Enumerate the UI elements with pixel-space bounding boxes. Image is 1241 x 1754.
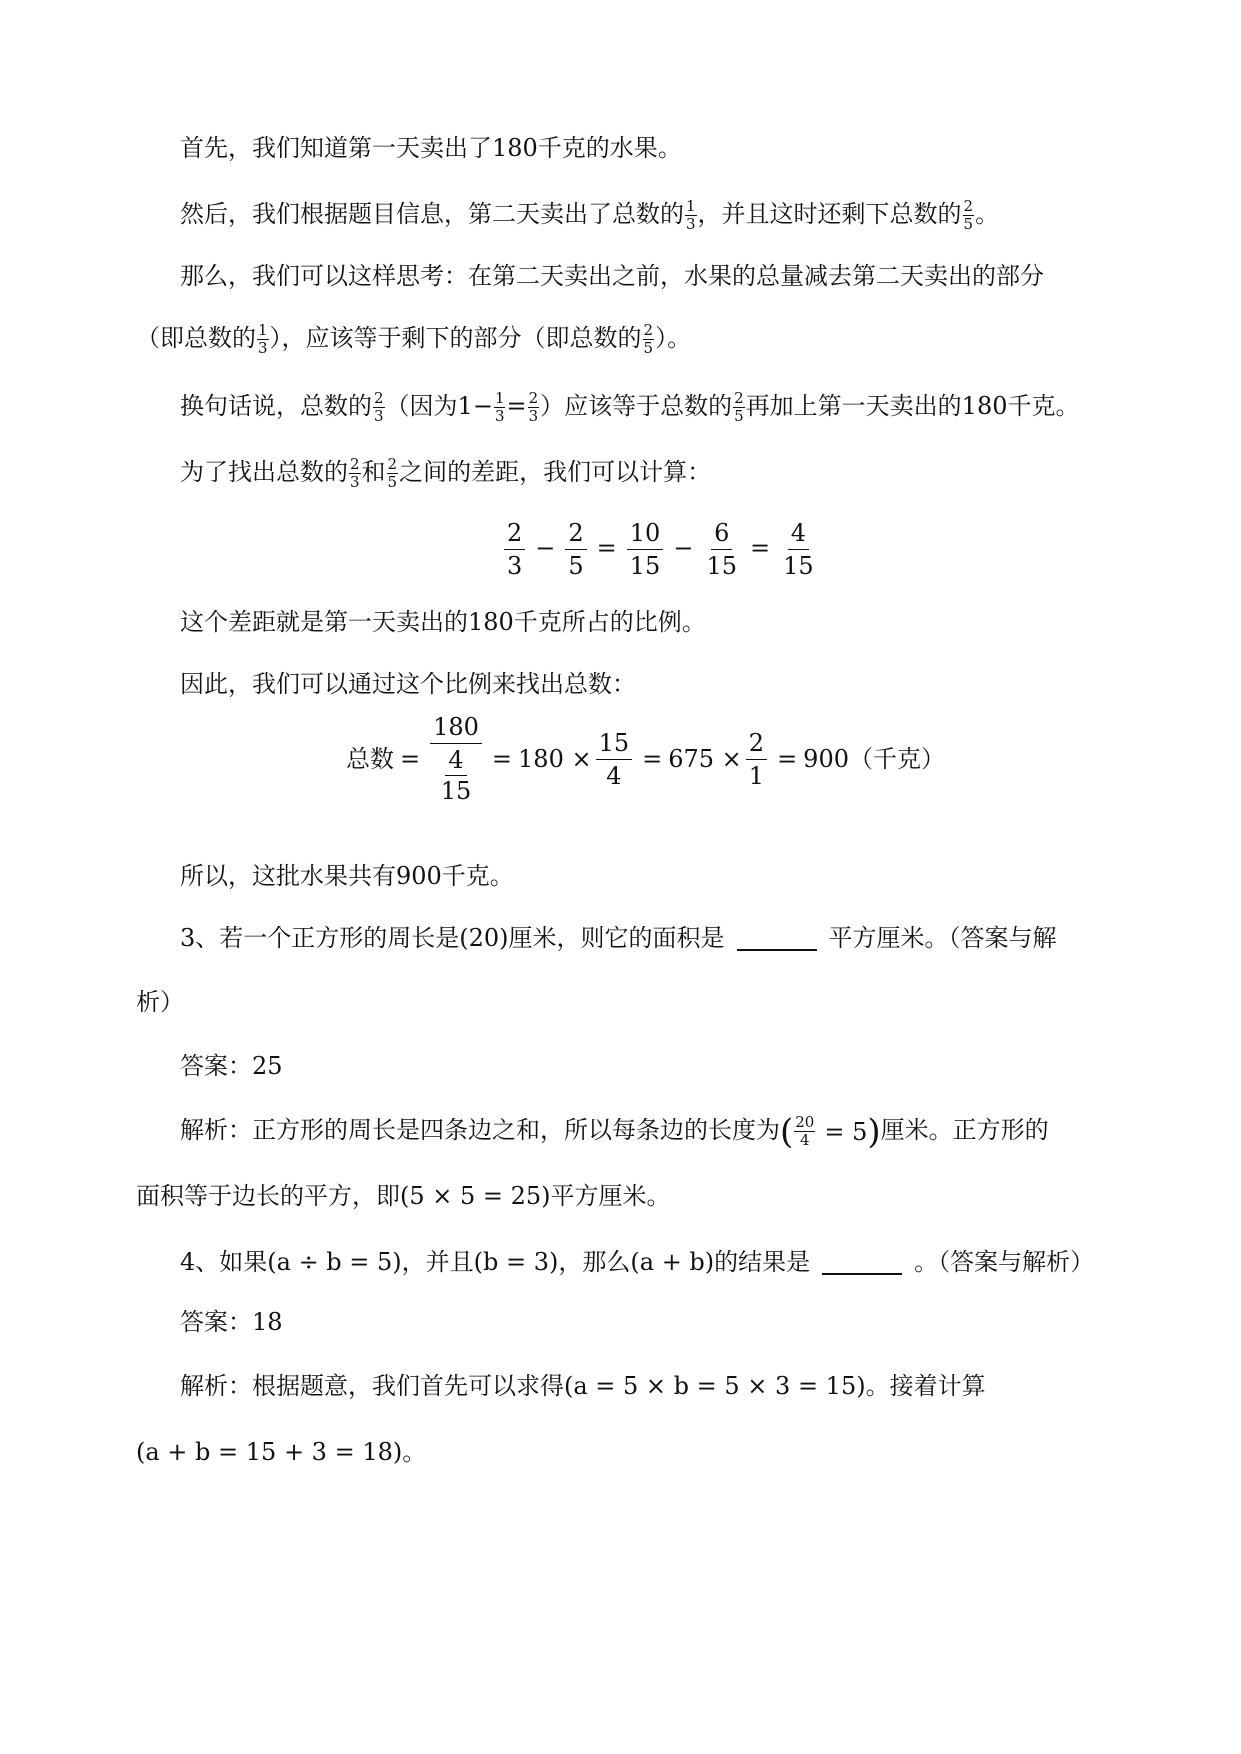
solution-text: 解析：根据题意，我们首先可以求得(a = 5 × b = 5 × 3 = 15)。接着计算	[180, 1372, 986, 1400]
question-text: 析）	[136, 988, 184, 1016]
denominator: 3	[528, 407, 539, 425]
inner-denominator: 15	[440, 777, 472, 805]
paragraph-think	[180, 260, 1044, 292]
numerator: 2	[528, 389, 539, 407]
fraction-one-third	[685, 199, 697, 232]
denominator: 15	[706, 552, 737, 580]
numerator: 2	[746, 728, 767, 760]
operator: =	[400, 745, 421, 773]
operator: =	[491, 745, 513, 773]
question-text: 4、如果(a ÷ b = 5)，并且(b = 3)，那么(a + b)的结果是	[180, 1248, 811, 1276]
left-paren: (	[780, 1111, 794, 1152]
numerator: 2	[565, 518, 586, 550]
text: 首先，我们知道第一天卖出了180千克的水果。	[180, 134, 682, 162]
operator: =	[596, 534, 617, 562]
answer-blank	[737, 929, 817, 951]
equation-difference	[500, 518, 821, 581]
paragraph-second-day	[180, 198, 999, 232]
question-3-cont	[136, 986, 184, 1018]
text: ）应该等于总数的	[540, 392, 733, 420]
numerator: 4	[788, 518, 809, 550]
fraction	[504, 518, 525, 581]
denominator: 3	[258, 339, 268, 357]
text: 然后，我们根据题目信息，第二天卖出了总数的	[180, 200, 684, 228]
fraction-two-fifths	[733, 391, 745, 424]
solution-3-cont	[136, 1180, 671, 1212]
denominator: 15	[783, 552, 814, 580]
solution-text: 厘米。正方形的	[880, 1116, 1049, 1144]
denominator: 5	[963, 215, 974, 233]
parenthesized-expression	[780, 1111, 881, 1152]
solution-text: 解析：正方形的周长是四条边之和，所以每条边的长度为	[180, 1116, 780, 1144]
numerator: 2	[374, 389, 384, 407]
denominator: 1	[748, 761, 765, 790]
solution-4	[180, 1370, 986, 1402]
denominator: 5	[387, 473, 398, 491]
text: =	[506, 392, 527, 420]
denominator: 3	[350, 473, 360, 491]
numerator: 1	[494, 389, 505, 407]
fraction-two-thirds	[349, 457, 361, 490]
answer-3	[180, 1050, 283, 1082]
numerator: 2	[734, 389, 744, 407]
numerator: 6	[711, 518, 732, 550]
fraction	[596, 728, 633, 791]
fraction	[703, 518, 740, 581]
fraction	[746, 728, 767, 791]
inner-numerator: 4	[445, 745, 466, 776]
denominator: 5	[568, 552, 584, 580]
solution-3	[180, 1111, 1049, 1152]
question-text: 。（答案与解析）	[914, 1248, 1095, 1276]
operator: −	[535, 534, 556, 562]
denominator: 3	[507, 552, 523, 580]
text: 因此，我们可以通过这个比例来找出总数：	[180, 670, 636, 698]
numerator: 1	[258, 321, 268, 339]
denominator: 3	[686, 215, 696, 233]
question-text: 3、若一个正方形的周长是(20)厘米，则它的面积是	[180, 924, 725, 952]
text: 为了找出总数的	[180, 458, 348, 486]
fraction-two-fifths	[387, 457, 399, 490]
denominator	[438, 744, 475, 806]
fraction	[565, 518, 586, 581]
question-3	[180, 922, 1057, 954]
fraction	[780, 518, 817, 581]
equation-label: 总数	[346, 745, 394, 773]
operator: =	[642, 745, 663, 773]
term: 180 ×	[518, 745, 592, 773]
numerator: 2	[350, 455, 360, 473]
denominator: 4	[800, 1131, 810, 1149]
text: ），应该等于剩下的部分（即总数的	[269, 324, 642, 352]
question-text: 平方厘米。（答案与解	[828, 924, 1057, 952]
paragraph-think-cont	[136, 322, 691, 356]
numerator: 2	[387, 455, 398, 473]
text: 换句话说，总数的	[180, 392, 372, 420]
denominator: 3	[494, 407, 505, 425]
operator: −	[673, 534, 694, 562]
answer-text: 答案：25	[180, 1052, 283, 1080]
complex-fraction	[430, 712, 482, 806]
solution-text: 面积等于边长的平方，即(5 × 5 = 25)平方厘米。	[136, 1182, 671, 1210]
fraction-one-third	[257, 323, 269, 356]
paragraph-ratio	[180, 606, 706, 638]
paragraph-difference	[180, 456, 711, 490]
operator: =	[749, 534, 771, 562]
text: 和	[361, 458, 386, 486]
term: 675 ×	[668, 745, 742, 773]
answer-text: 答案：18	[180, 1308, 283, 1336]
numerator: 2	[643, 321, 654, 339]
text: 这个差距就是第一天卖出的180千克所占的比例。	[180, 608, 706, 636]
text: （因为1−	[385, 392, 493, 420]
fraction-two-thirds	[528, 391, 540, 424]
text: ）。	[655, 324, 692, 352]
paragraph-first-day	[180, 132, 682, 164]
text: 。	[975, 200, 1000, 228]
text: 那么，我们可以这样思考：在第二天卖出之前，水果的总量减去第二天卖出的部分	[180, 262, 1044, 290]
result: 900（千克）	[803, 745, 945, 773]
paragraph-conclusion	[180, 860, 514, 892]
fraction-twenty-fourths	[794, 1115, 815, 1148]
expression-text: = 5	[824, 1117, 868, 1146]
numerator: 20	[795, 1113, 815, 1131]
fraction-two-thirds	[373, 391, 385, 424]
numerator: 2	[504, 518, 525, 550]
denominator: 15	[629, 552, 661, 580]
denominator: 4	[606, 761, 622, 790]
numerator: 2	[963, 197, 974, 215]
solution-text: (a + b = 15 + 3 = 18)。	[136, 1438, 427, 1466]
numerator: 10	[627, 518, 664, 550]
numerator: 15	[596, 728, 633, 760]
numerator: 180	[430, 712, 482, 744]
fraction-two-fifths	[963, 199, 975, 232]
answer-blank	[822, 1253, 902, 1275]
fraction-one-third	[494, 391, 506, 424]
text: 所以，这批水果共有900千克。	[180, 862, 514, 890]
denominator: 5	[643, 339, 654, 357]
paragraph-in-other-words	[180, 390, 1080, 424]
text: 再加上第一天卖出的180千克。	[745, 392, 1080, 420]
text: （即总数的	[136, 324, 256, 352]
answer-4	[180, 1306, 283, 1338]
right-paren: )	[867, 1111, 881, 1152]
paragraph-therefore	[180, 668, 636, 700]
numerator: 1	[686, 197, 696, 215]
text: ，并且这时还剩下总数的	[697, 200, 962, 228]
fraction	[627, 518, 664, 581]
fraction-two-fifths	[643, 323, 655, 356]
solution-4-cont	[136, 1436, 426, 1468]
text: 之间的差距，我们可以计算：	[399, 458, 712, 486]
equation-total	[346, 712, 945, 806]
denominator: 3	[374, 407, 384, 425]
question-4	[180, 1246, 1094, 1278]
operator: =	[777, 745, 798, 773]
denominator: 5	[734, 407, 744, 425]
